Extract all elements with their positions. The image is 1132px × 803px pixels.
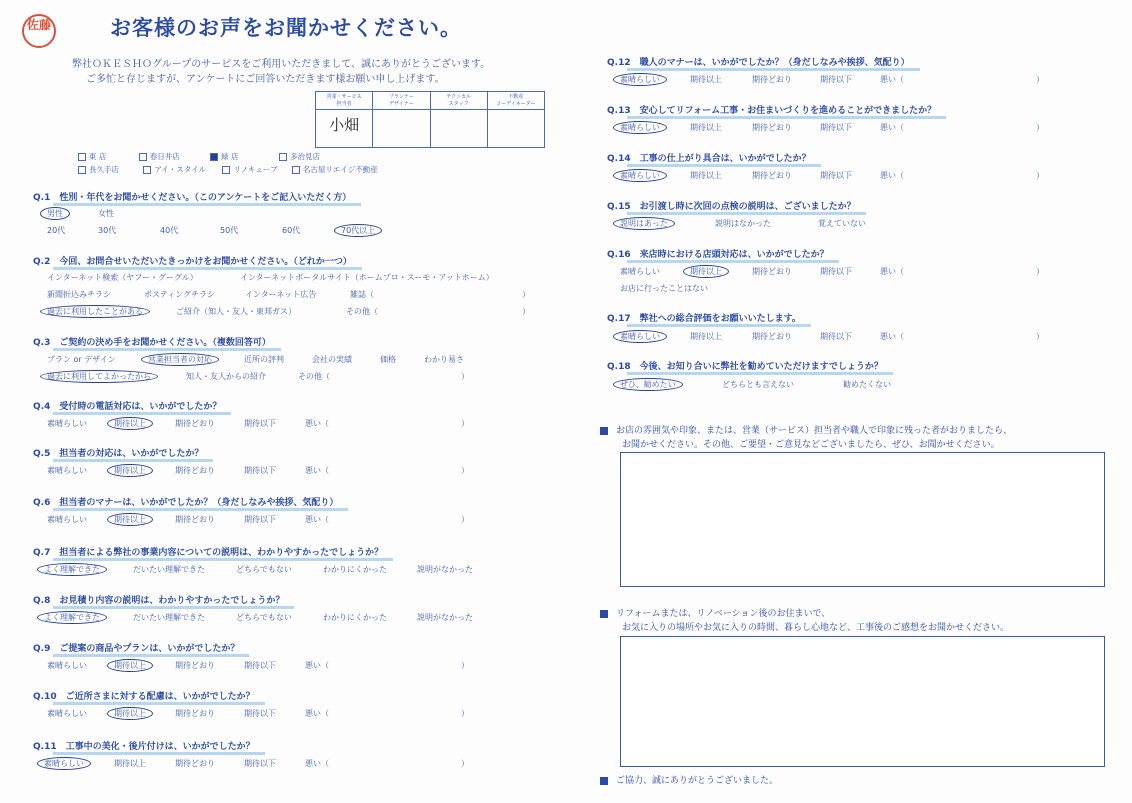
q1-age-40[interactable]: 40代 [160,226,179,235]
store-checkbox[interactable]: 多治見店 [279,152,320,161]
q4-rating-close: ） [461,419,469,428]
q5-rating-below[interactable]: 期待以下 [244,466,276,475]
q7-unclear[interactable]: わかりにくかった [323,565,387,574]
q2-other-close: ） [522,307,530,316]
q2-option-web-ad[interactable]: インターネット広告 [245,290,317,299]
q9-rating-above[interactable]: 期待以上 [107,659,153,672]
q12-rating-bad[interactable]: 悪い（ [880,75,904,84]
q12-rating-expected[interactable]: 期待どおり [752,75,792,84]
free2-textarea[interactable] [620,636,1105,767]
q17-rating-close: ） [1036,332,1044,341]
q17-rating-above[interactable]: 期待以上 [690,332,722,341]
store-checkbox[interactable]: アイ・スタイル [143,165,206,174]
q9-rating-expected[interactable]: 期待どおり [175,661,215,670]
q18-not-recommend[interactable]: 勧めたくない [843,380,891,389]
q1-age-50[interactable]: 50代 [220,226,239,235]
q4-rating-bad[interactable]: 悪い（ [305,419,329,428]
q18-label: Q.18 今後、お知り合いに弊社を勧めていただけますでしょうか？ [607,359,883,372]
thanks-note: ご協力、誠にありがとうございました。 [600,773,778,786]
q12-rating-excellent[interactable]: 素晴らしい [613,73,667,86]
q14-rating-expected[interactable]: 期待どおり [752,171,792,180]
free2-heading-line2: お気に入りの場所やお気に入りの時間、暮らし心地など、工事後のご感想をお聞かせください。 [622,623,1010,633]
q16-rating-below[interactable]: 期待以下 [820,267,852,276]
store-checkbox[interactable]: 名古屋リエイジ不動産 [292,165,378,174]
q2-option-other[interactable]: その他（ [346,307,378,316]
intro-line-2: ご多忙と存じますが、アンケートにご回答いただきます様お願い申し上げます。 [86,74,445,85]
store-checkbox[interactable]: リノキューブ [222,165,277,174]
staff-header-planner: プランナー デザイナー [373,92,429,110]
staff-value-realestate[interactable] [488,110,544,147]
q7-neutral[interactable]: どちらでもない [236,565,292,574]
q10-rating-above[interactable]: 期待以上 [107,707,153,720]
q17-label: Q.17 弊社への総合評価をお願いいたします。 [607,311,801,324]
q6-rating-bad[interactable]: 悪い（ [305,515,329,524]
q10-rating-expected[interactable]: 期待どおり [175,709,215,718]
staff-header-sales: 営業・サービス 担当者 [316,92,372,110]
store-checkbox[interactable]: 長久手店 [78,165,119,174]
store-checkbox[interactable]: 春日井店 [139,152,180,161]
q14-rating-excellent[interactable]: 素晴らしい [613,169,667,182]
q5-rating-close: ） [461,466,469,475]
q8-unclear[interactable]: わかりにくかった [323,613,387,622]
staff-value-technical[interactable] [431,110,487,147]
q2-label: Q.2 今回、お問合せいただいたきっかけをお聞かせください。（どれか一つ） [33,254,352,267]
q3-option-friend[interactable]: 知人・友人からの紹介 [186,372,266,381]
q11-rating-above[interactable]: 期待以上 [114,759,146,768]
q11-rating-close: ） [461,759,469,768]
store-checkbox[interactable]: 東 店 [78,152,106,161]
free1-heading: お店の雰囲気や印象、または、営業（サービス）担当者や職人で印象に残った者がおりましたら、 [600,423,1012,436]
q1-label: Q.1 性別・年代をお聞かせください。（このアンケートをご記入いただく方） [33,190,351,203]
q17-rating-bad[interactable]: 悪い（ [880,332,904,341]
q16-label: Q.16 来店時における店頭対応は、いかがでしたか？ [607,247,829,260]
staff-table [315,91,545,148]
q11-rating-expected[interactable]: 期待どおり [175,759,215,768]
staff-value-sales[interactable]: 小畑 [329,116,360,134]
q13-rating-expected[interactable]: 期待どおり [752,123,792,132]
q3-option-reputation[interactable]: 近所の評判 [244,355,284,364]
q12-rating-close: ） [1036,75,1044,84]
q16-never-visited[interactable]: お店に行ったことはない [620,284,708,293]
q3-option-plan[interactable]: プラン or デザイン [47,355,116,364]
free1-heading-line2: お聞かせください。その他、ご要望・ご意見などございましたら、ぜひ、お聞かせください。 [622,440,1000,450]
q2-option-magazine[interactable]: 雑誌（ [350,290,374,299]
q11-rating-excellent[interactable]: 素晴らしい [37,757,91,770]
q16-rating-close: ） [1036,267,1044,276]
q8-label: Q.8 お見積り内容の説明は、わかりやすかったでしょうか？ [33,593,284,606]
q4-label: Q.4 受付時の電話対応は、いかがでしたか？ [33,399,221,412]
q7-understood-well[interactable]: よく理解できた [37,563,107,576]
free1-textarea[interactable] [620,452,1105,587]
q15-dont-remember[interactable]: 覚えていない [818,219,866,228]
q3-option-track-record[interactable]: 会社の実績 [312,355,352,364]
q17-rating-expected[interactable]: 期待どおり [752,332,792,341]
staff-header-technical: テクニカル スタッフ [431,92,487,110]
q14-rating-bad[interactable]: 悪い（ [880,171,904,180]
q1-gender-male[interactable]: 男性 [40,207,70,220]
q3-option-price[interactable]: 価格 [380,355,396,364]
q13-rating-below[interactable]: 期待以下 [820,123,852,132]
q10-rating-close: ） [461,709,469,718]
q11-rating-below[interactable]: 期待以下 [244,759,276,768]
q7-mostly[interactable]: だいたい理解できた [133,565,205,574]
q6-rating-below[interactable]: 期待以下 [244,515,276,524]
q9-rating-excellent[interactable]: 素晴らしい [47,661,87,670]
square-bullet-icon [600,777,608,785]
q15-not-explained[interactable]: 説明はなかった [715,219,771,228]
q13-rating-bad[interactable]: 悪い（ [880,123,904,132]
q1-age-70-plus[interactable]: 70代以上 [334,224,382,237]
q8-neutral[interactable]: どちらでもない [236,613,292,622]
q5-rating-bad[interactable]: 悪い（ [305,466,329,475]
q9-rating-bad[interactable]: 悪い（ [305,661,329,670]
q1-gender-female[interactable]: 女性 [98,209,114,218]
intro-line-1: 弊社ＯＫＥＳＨＯグループのサービスをご利用いただきまして、誠にありがとうございます。 [72,59,491,70]
q9-rating-below[interactable]: 期待以下 [244,661,276,670]
q14-rating-below[interactable]: 期待以下 [820,171,852,180]
free2-heading: リフォームまたは、リノベーション後のお住まいで、 [600,606,830,619]
name-stamp: 佐藤 [22,14,56,48]
q17-rating-excellent[interactable]: 素晴らしい [613,330,667,343]
q16-rating-bad[interactable]: 悪い（ [880,267,904,276]
q12-rating-below[interactable]: 期待以下 [820,75,852,84]
q6-rating-above[interactable]: 期待以上 [107,513,153,526]
q3-label: Q.3 ご契約の決め手をお聞かせください。（複数回答可） [33,335,271,348]
q10-rating-below[interactable]: 期待以下 [244,709,276,718]
q2-option-search[interactable]: インターネット検索（ヤフー・グーグル） [47,273,198,282]
q9-label: Q.9 ご提案の商品やプランは、いかがでしたか？ [33,641,239,654]
q8-understood-well[interactable]: よく理解できた [37,611,107,624]
q13-label: Q.13 安心してリフォーム工事・お住まいづくりを進めることができましたか？ [607,103,936,116]
q15-explained[interactable]: 説明はあった [613,217,675,230]
q3-option-clarity[interactable]: わかり易さ [424,355,464,364]
q1-age-60[interactable]: 60代 [282,226,301,235]
q2-magazine-close: ） [522,290,530,299]
q8-mostly[interactable]: だいたい理解できた [133,613,205,622]
q2-option-past-use[interactable]: 過去に利用したことがある [40,305,150,318]
q14-rating-close: ） [1036,171,1044,180]
q3-option-past-good[interactable]: 過去に利用してよかったから [40,370,158,383]
q14-label: Q.14 工事の仕上がり具合は、いかがでしたか？ [607,151,811,164]
q5-rating-excellent[interactable]: 素晴らしい [47,466,87,475]
q13-rating-above[interactable]: 期待以上 [690,123,722,132]
q4-rating-above[interactable]: 期待以上 [107,417,153,430]
q11-rating-bad[interactable]: 悪い（ [305,759,329,768]
page-title: お客様のお声をお聞かせください。 [110,16,462,40]
q11-label: Q.11 工事中の美化・後片付けは、いかがでしたか？ [33,739,255,752]
staff-header-realestate: 不動産 コーディネーター [488,92,544,110]
q17-rating-below[interactable]: 期待以下 [820,332,852,341]
q9-rating-close: ） [461,661,469,670]
square-bullet-icon [600,427,608,435]
q4-rating-excellent[interactable]: 素晴らしい [47,419,87,428]
square-bullet-icon [600,610,608,618]
q2-option-posting[interactable]: ポスティングチラシ [144,290,216,299]
q2-option-portal[interactable]: インターネットポータルサイト（ホームプロ・スーモ・アットホーム） [240,273,494,282]
q12-rating-above[interactable]: 期待以上 [690,75,722,84]
staff-value-planner[interactable] [373,110,429,147]
q10-rating-bad[interactable]: 悪い（ [305,709,329,718]
q5-rating-expected[interactable]: 期待どおり [175,466,215,475]
q10-rating-excellent[interactable]: 素晴らしい [47,709,87,718]
q16-rating-above[interactable]: 期待以上 [683,265,729,278]
q7-label: Q.7 担当者による弊社の事業内容についての説明は、わかりやすかったでしょうか？ [33,545,383,558]
q14-rating-above[interactable]: 期待以上 [690,171,722,180]
q3-option-sales-staff[interactable]: 営業担当者の対応 [141,353,219,366]
q2-option-referral[interactable]: ご紹介（知人・友人・東邦ガス） [176,307,296,316]
q1-age-20[interactable]: 20代 [47,226,66,235]
q6-rating-excellent[interactable]: 素晴らしい [47,515,87,524]
q2-option-newspaper[interactable]: 新聞折込みチラシ [47,290,111,299]
q1-age-30[interactable]: 30代 [98,226,117,235]
q3-other-close: ） [461,372,469,381]
q13-rating-close: ） [1036,123,1044,132]
q6-label: Q.6 担当者のマナーは、いかがでしたか？（身だしなみや挨拶、気配り） [33,495,338,508]
q8-none[interactable]: 説明がなかった [417,613,473,622]
q18-neutral[interactable]: どちらとも言えない [722,380,794,389]
store-row-2 [78,164,378,175]
q3-option-other[interactable]: その他（ [298,372,330,381]
q16-rating-excellent[interactable]: 素晴らしい [620,267,660,276]
q5-label: Q.5 担当者の対応は、いかがでしたか？ [33,446,203,459]
q5-rating-above[interactable]: 期待以上 [107,464,153,477]
q18-recommend[interactable]: ぜひ、勧めたい [613,378,683,391]
q7-none[interactable]: 説明がなかった [417,565,473,574]
store-checkbox[interactable]: 緑 店 [210,152,238,161]
q16-rating-expected[interactable]: 期待どおり [752,267,792,276]
q4-rating-expected[interactable]: 期待どおり [175,419,215,428]
q15-label: Q.15 お引渡し時に次回の点検の説明は、ございましたか？ [607,199,856,212]
q6-rating-expected[interactable]: 期待どおり [175,515,215,524]
q10-label: Q.10 ご近所さまに対する配慮は、いかがでしたか？ [33,689,255,702]
q4-rating-below[interactable]: 期待以下 [244,419,276,428]
q13-rating-excellent[interactable]: 素晴らしい [613,121,667,134]
store-row-1 [78,151,320,162]
q12-label: Q.12 職人のマナーは、いかがでしたか？（身だしなみや挨拶、気配り） [607,55,910,68]
q6-rating-close: ） [461,515,469,524]
